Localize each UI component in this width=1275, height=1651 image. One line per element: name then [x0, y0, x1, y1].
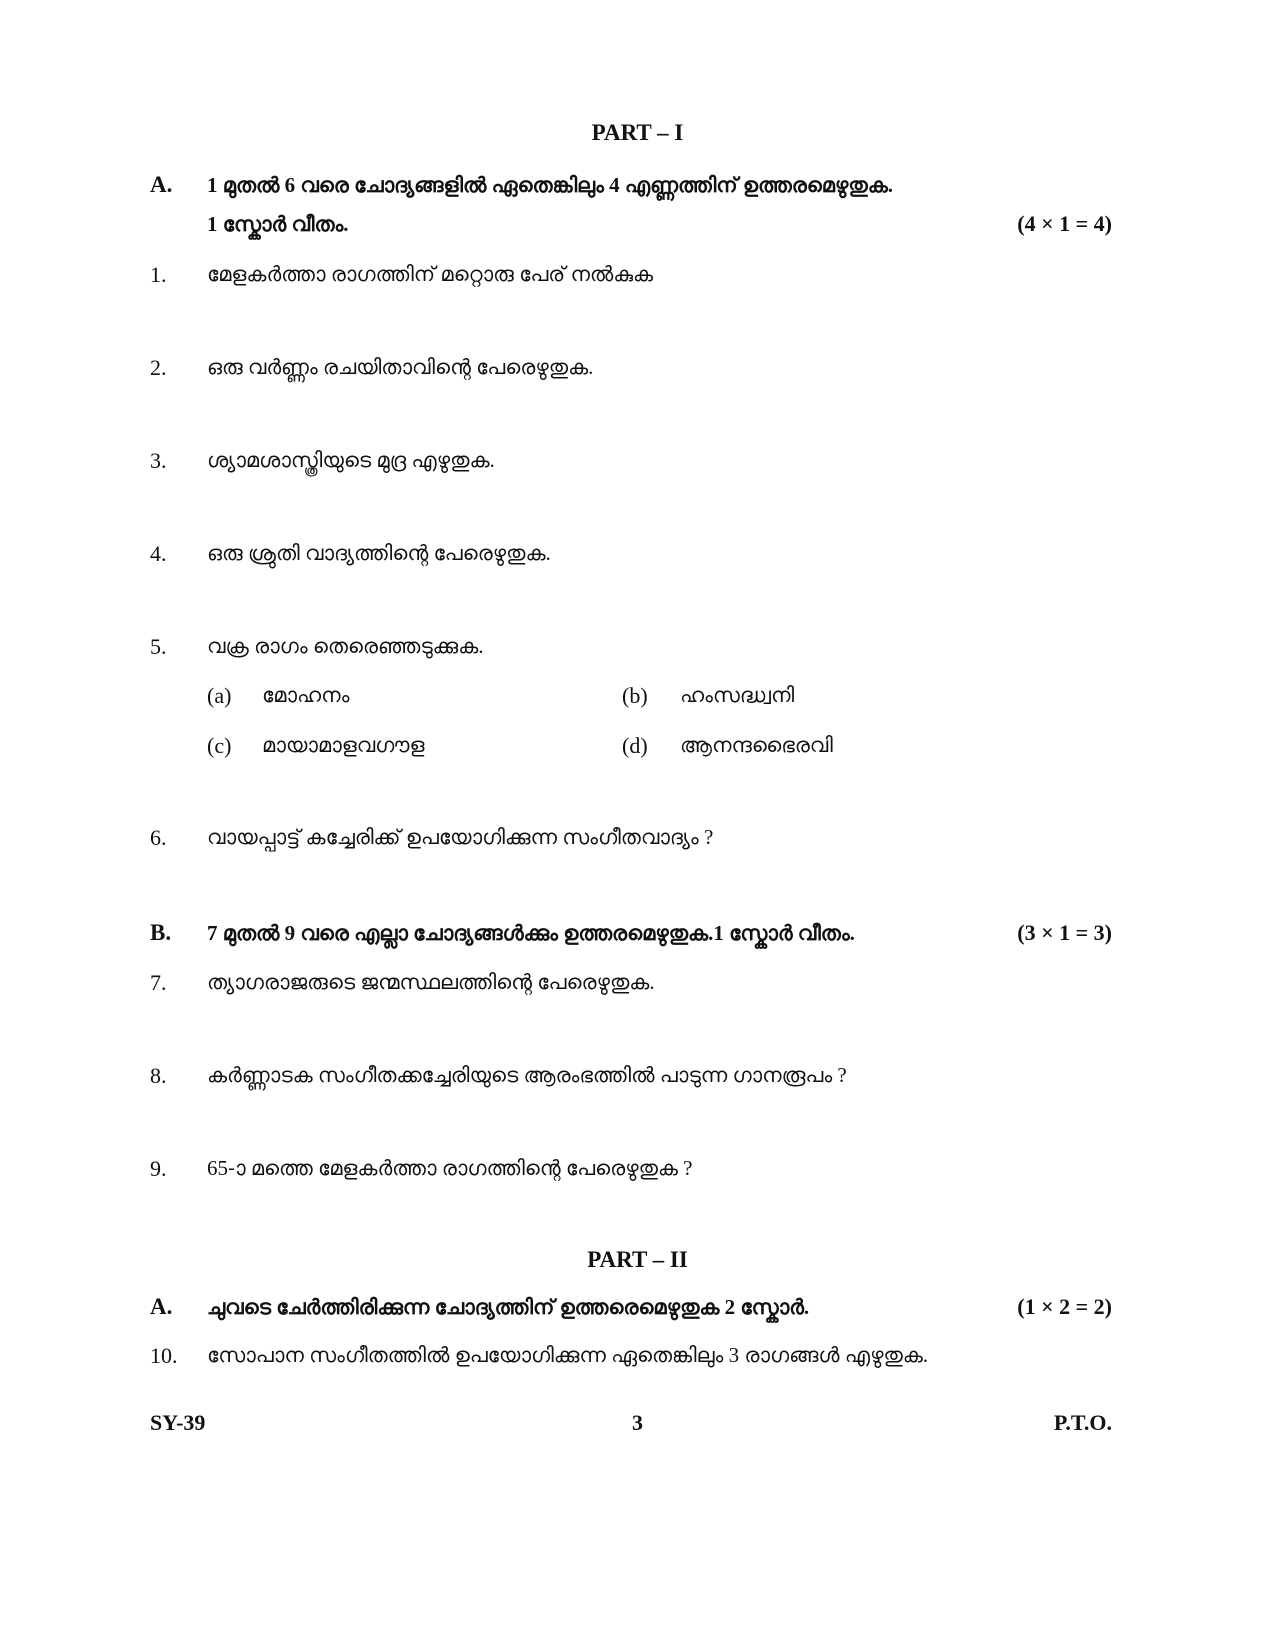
- question-number: 8.: [150, 1063, 167, 1088]
- question-text: സോപാന സംഗീതത്തിൽ ഉപയോഗിക്കുന്ന ഏതെങ്കിലും 3 രാഗങ്ങൾ എഴുതുക.: [207, 1343, 929, 1367]
- question-number: 2.: [150, 355, 167, 380]
- question-text: ഒരു ശ്രുതി വാദ്യത്തിന്റെ പേരെഴുതുക.: [207, 541, 551, 565]
- option-label-a: (a): [207, 683, 232, 708]
- part1-heading: PART – I: [591, 120, 684, 145]
- question-number: 10.: [150, 1343, 178, 1368]
- question-text: 65-ാ മത്തെ മേളകർത്താ രാഗത്തിന്റെ പേരെഴുതുക ?: [207, 1156, 693, 1180]
- part1-section-a-letter: A.: [150, 172, 173, 197]
- option-label-c: (c): [207, 733, 232, 758]
- question-text: ശ്യാമശാസ്ത്രിയുടെ മുദ്ര എഴുതുക.: [207, 448, 495, 472]
- option-text-b: ഹംസദ്ധ്വനി: [680, 683, 795, 707]
- question-text: വായപ്പാട്ട് കച്ചേരിക്ക് ഉപയോഗിക്കുന്ന സംഗീതവാദ്യം ?: [207, 825, 714, 849]
- option-text-a: മോഹനം: [262, 683, 350, 707]
- part2-section-a-letter: A.: [150, 1294, 173, 1319]
- part1-section-b-marks: (3 × 1 = 3): [1017, 920, 1112, 945]
- part1-section-a-instruction: 1 മുതൽ 6 വരെ ചോദ്യങ്ങളിൽ ഏതെങ്കിലും 4 എണ്ണത്തിന് ഉത്തരമെഴുതുക.: [207, 173, 893, 197]
- question-text: ത്യാഗരാജരുടെ ജന്മസ്ഥലത്തിന്റെ പേരെഴുതുക.: [207, 970, 655, 994]
- question-number: 6.: [150, 825, 167, 850]
- footer-paper-code: SY-39: [150, 1410, 206, 1435]
- question-text: വക്ര രാഗം തെരെഞ്ഞടുക്കുക.: [207, 634, 484, 658]
- part1-section-b-letter: B.: [150, 920, 172, 945]
- footer-pto: P.T.O.: [1053, 1410, 1112, 1435]
- part2-section-a-marks: (1 × 2 = 2): [1017, 1294, 1112, 1319]
- question-number: 4.: [150, 541, 167, 566]
- option-text-d: ആനന്ദഭൈരവി: [680, 733, 833, 757]
- question-number: 5.: [150, 634, 167, 659]
- question-text: മേളകർത്താ രാഗത്തിന് മറ്റൊരു പേര് നൽകുക: [207, 262, 654, 286]
- footer-page-number: 3: [632, 1410, 643, 1435]
- question-text: ഒരു വർണ്ണം രചയിതാവിന്റെ പേരെഴുതുക.: [207, 355, 594, 379]
- part1-section-a-score-note: 1 സ്കോർ വീതം.: [207, 212, 349, 236]
- question-number: 9.: [150, 1156, 167, 1181]
- part1-section-b-instruction: 7 മുതൽ 9 വരെ എല്ലാ ചോദ്യങ്ങൾക്കും ഉത്തരമെഴുതുക.1 സ്കോർ വീതം.: [207, 921, 855, 945]
- part1-section-a-marks: (4 × 1 = 4): [1017, 211, 1112, 236]
- question-number: 7.: [150, 970, 167, 995]
- part2-section-a-instruction: ചുവടെ ചേർത്തിരിക്കുന്ന ചോദ്യത്തിന് ഉത്തരെമെഴുതുക 2 സ്കോർ.: [207, 1295, 810, 1319]
- question-number: 3.: [150, 448, 167, 473]
- question-text: കർണ്ണാടക സംഗീതക്കച്ചേരിയുടെ ആരംഭത്തിൽ പാടുന്ന ഗാനരൂപം ?: [207, 1063, 847, 1087]
- part2-heading: PART – II: [587, 1247, 688, 1272]
- option-label-d: (d): [622, 733, 648, 758]
- option-label-b: (b): [622, 683, 648, 708]
- question-number: 1.: [150, 262, 167, 287]
- option-text-c: മായാമാളവഗൗള: [262, 733, 425, 757]
